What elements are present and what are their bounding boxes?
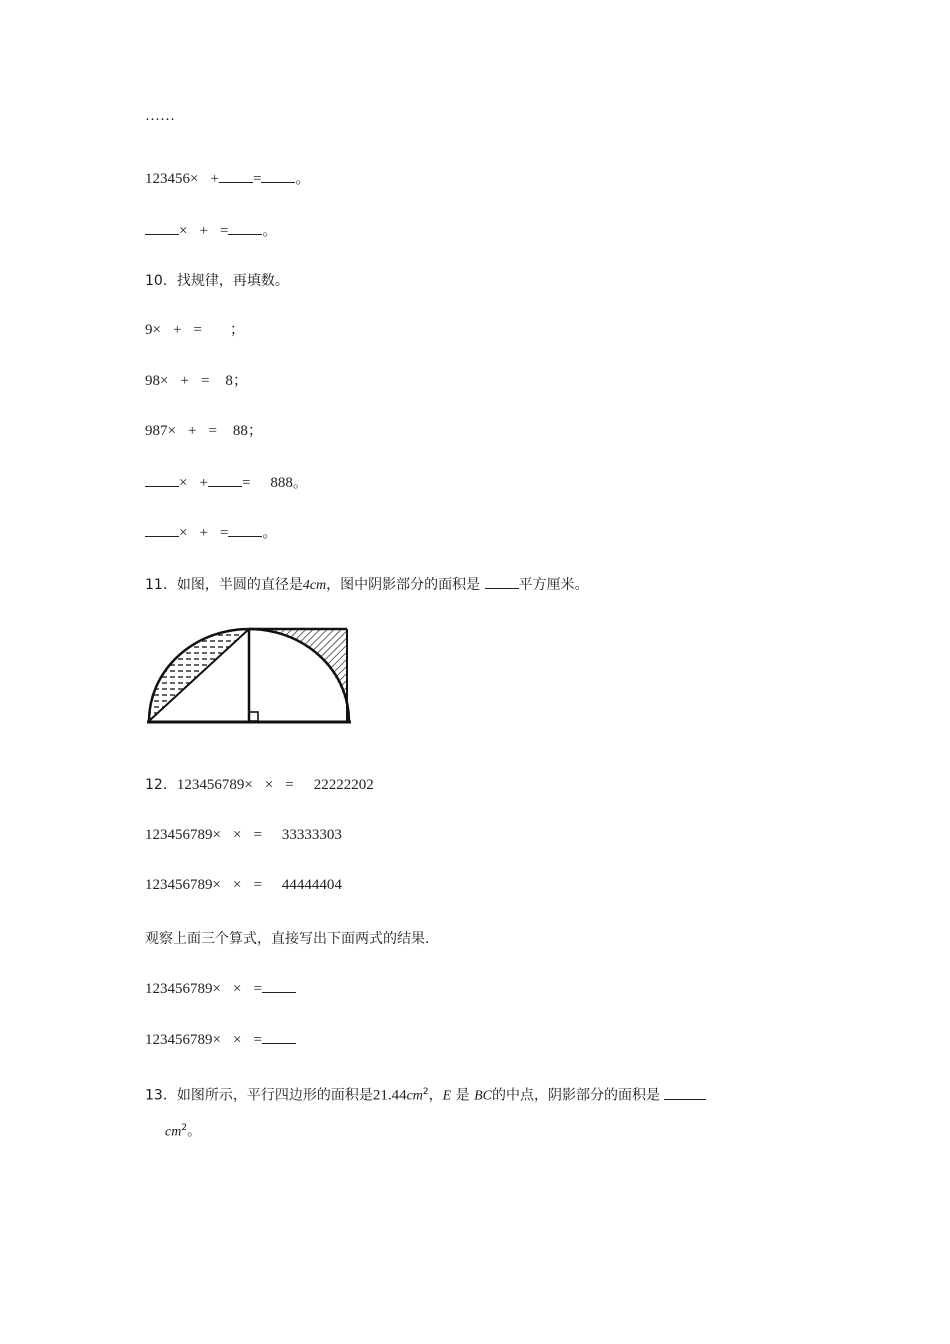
q10-row-2 (145, 371, 248, 391)
eq-end: 。 (295, 171, 311, 187)
q13-mid: 的中点，阴影部分的面积是 (492, 1087, 660, 1104)
right-angle-marker (249, 712, 258, 721)
answer-blank[interactable] (145, 220, 179, 235)
eq-left: 123456789× (145, 827, 221, 843)
q13-prefix: 13．如图所示，平行四边形的面积是 (145, 1087, 373, 1104)
q11-unit: 平方厘米。 (518, 577, 589, 593)
eq-equals: = (253, 1032, 262, 1048)
q13-unit-exp: 2 (181, 1123, 188, 1133)
eq-plus: + (199, 223, 208, 239)
eq-equals: = (253, 877, 262, 893)
q10-title: 10．找规律，再填数。 (145, 273, 289, 289)
eq-times: × (179, 525, 188, 541)
semicircle-figure (145, 620, 355, 730)
eq-left: 98× (145, 373, 169, 389)
eq-right: 8 (225, 373, 233, 389)
q13-area: 21.44 (372, 1087, 407, 1104)
eq-end: ； (247, 423, 263, 439)
eq-plus: + (180, 373, 189, 389)
eq-right: 888 (270, 475, 293, 491)
q12-answer-2 (145, 1029, 296, 1050)
answer-blank[interactable] (219, 168, 253, 183)
q10-row-5 (145, 522, 277, 543)
eq-equals: = (253, 981, 262, 997)
q13-point-e: E (442, 1088, 452, 1104)
eq-equals: = (252, 171, 262, 187)
q12-row-1 (145, 775, 374, 795)
q13-text-line-2 (165, 1118, 201, 1143)
answer-blank[interactable] (145, 522, 179, 537)
q12-answer-1 (145, 978, 296, 999)
q11-prefix: 11．如图，半圆的直径是 (145, 577, 303, 593)
eq-right: 88 (232, 423, 248, 439)
q13-text-line-1 (145, 1082, 706, 1107)
eq-equals: = (193, 322, 202, 338)
q13-unit: cm (406, 1088, 423, 1104)
q13-unit: cm (165, 1124, 182, 1140)
eq-right: 33333303 (281, 827, 342, 843)
eq-end: 。 (262, 525, 278, 541)
answer-blank[interactable] (664, 1085, 706, 1100)
answer-blank[interactable] (228, 522, 262, 537)
top-equation-1 (145, 168, 310, 189)
eq-equals: = (219, 525, 229, 541)
q11-diameter: 4cm (302, 578, 327, 593)
q11-text (145, 574, 589, 596)
q10-row-4 (145, 472, 308, 493)
eq-equals: = (200, 373, 210, 389)
eq-end: 。 (292, 475, 308, 491)
eq-times: × (232, 981, 242, 997)
q13-unit-exp: 2 (422, 1087, 429, 1097)
eq-equals: = (285, 777, 294, 793)
ellipsis: …… (145, 108, 175, 124)
eq-equals: = (241, 475, 251, 491)
eq-equals: = (253, 827, 262, 843)
eq-left: 123456789× (176, 777, 253, 793)
q13-is: 是 (455, 1087, 470, 1104)
eq-times: × (232, 827, 242, 843)
eq-left: 987× (145, 423, 176, 439)
eq-left: 123456789× (145, 981, 221, 997)
top-equation-2 (145, 220, 277, 241)
q13-end: 。 (187, 1123, 202, 1140)
eq-plus: + (199, 525, 208, 541)
q12-instruction: 观察上面三个算式，直接写出下面两式的结果. (145, 931, 430, 947)
eq-end: ； (232, 373, 248, 389)
answer-blank[interactable] (262, 978, 296, 993)
answer-blank[interactable] (208, 472, 242, 487)
eq-equals: = (219, 223, 229, 239)
q13-segment-bc: BC (474, 1088, 492, 1104)
eq-left: 123456789× (145, 1032, 221, 1048)
q12-number: 12． (145, 777, 177, 793)
eq-plus: + (187, 423, 197, 439)
q12-row-3 (145, 875, 342, 895)
eq-plus: + (172, 322, 182, 338)
q13-sep: ， (428, 1087, 443, 1104)
eq-times: × (179, 475, 188, 491)
q11-suffix: ，图中阴影部分的面积是 (326, 577, 481, 593)
eq-equals: = (208, 423, 217, 439)
answer-blank[interactable] (485, 574, 519, 589)
answer-blank[interactable] (228, 220, 262, 235)
eq-end: ； (229, 322, 245, 338)
answer-blank[interactable] (145, 472, 179, 487)
eq-end: 。 (262, 223, 278, 239)
eq-left: 9× (145, 322, 161, 338)
eq-left: 123456× (145, 171, 199, 187)
eq-left: 123456789× (145, 877, 221, 893)
answer-blank[interactable] (261, 168, 295, 183)
eq-plus: + (210, 171, 219, 187)
eq-times: × (179, 223, 188, 239)
q12-row-2 (145, 825, 342, 845)
right-shaded-region (249, 629, 347, 721)
eq-times: × (232, 877, 242, 893)
eq-times: × (264, 777, 274, 793)
q10-row-3 (145, 421, 263, 441)
eq-plus: + (199, 475, 208, 491)
eq-right: 44444404 (281, 877, 342, 893)
answer-blank[interactable] (262, 1029, 296, 1044)
eq-times: × (232, 1032, 242, 1048)
eq-right: 22222202 (313, 777, 374, 793)
q10-row-1 (145, 320, 245, 340)
